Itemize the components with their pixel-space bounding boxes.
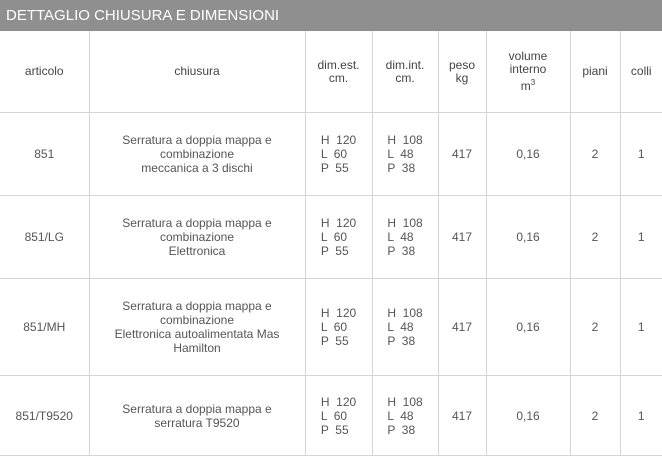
- dim-int-values: [387, 395, 422, 437]
- cell-articolo: 851: [0, 113, 89, 196]
- cell-colli: 1: [620, 376, 662, 456]
- dimension-line: L 60: [320, 320, 348, 334]
- dimension-line: L 48: [387, 408, 414, 423]
- dim-int-values: [387, 133, 422, 175]
- dimension-line: P 55: [320, 244, 349, 258]
- chiusura-line: Elettronica: [168, 244, 226, 258]
- dimension-line: H 108: [387, 216, 423, 230]
- dimension-line: P 38: [387, 161, 416, 175]
- dim-int-values: [387, 216, 422, 258]
- chiusura-line: Elettronica autoalimentata Mas: [114, 327, 280, 341]
- cell-volume: 0,16: [486, 113, 570, 196]
- header-dim-int-label: dim.int.: [385, 57, 425, 72]
- cell-volume: 0,16: [486, 376, 570, 456]
- chiusura-line: Hamilton: [173, 341, 221, 355]
- chiusura-line: Serratura a doppia mappa e: [122, 216, 272, 230]
- cell-dim-est: [305, 279, 372, 376]
- header-dim-int: [372, 31, 438, 113]
- table-row: [0, 279, 662, 376]
- dimension-line: H 120: [320, 306, 357, 320]
- dim-est-values: [321, 395, 356, 437]
- chiusura-text: [122, 216, 271, 258]
- chiusura-line: combinazione: [159, 147, 235, 161]
- dimension-line: H 108: [387, 306, 423, 320]
- header-dim-est-label: dim.est.: [317, 57, 360, 72]
- dimension-line: P 38: [387, 334, 416, 348]
- chiusura-line: meccanica a 3 dischi: [141, 161, 253, 175]
- cell-dim-est: [305, 376, 372, 456]
- dim-est-values: [321, 306, 356, 348]
- cell-dim-int: [372, 279, 438, 376]
- header-peso-unit: kg: [455, 70, 469, 85]
- section-title: DETTAGLIO CHIUSURA E DIMENSIONI: [0, 0, 662, 31]
- cell-dim-int: [372, 113, 438, 196]
- dimension-line: H 108: [387, 133, 423, 147]
- cell-volume: 0,16: [486, 196, 570, 279]
- header-piani: piani: [570, 31, 620, 113]
- header-volume: [486, 31, 570, 113]
- dimension-line: P 38: [387, 244, 416, 258]
- header-peso: [438, 31, 486, 113]
- cell-peso: 417: [438, 196, 486, 279]
- chiusura-line: Serratura a doppia mappa e: [122, 133, 272, 147]
- dimension-line: L 48: [387, 230, 414, 244]
- chiusura-line: Serratura a doppia mappa e: [122, 401, 272, 416]
- dimension-line: P 38: [387, 422, 416, 437]
- dimension-line: L 48: [387, 147, 414, 161]
- cell-dim-est: [305, 196, 372, 279]
- cell-dim-est: [305, 113, 372, 196]
- dimension-line: P 55: [320, 422, 349, 437]
- cell-chiusura: [89, 113, 305, 196]
- cell-chiusura: [89, 196, 305, 279]
- header-volume-label-2: interno: [509, 62, 547, 76]
- dim-est-values: [321, 216, 356, 258]
- header-articolo: articolo: [0, 31, 89, 113]
- cell-articolo: 851/LG: [0, 196, 89, 279]
- header-dim-est-unit: cm.: [328, 70, 349, 85]
- table-row: [0, 113, 662, 196]
- dimension-line: L 60: [320, 408, 348, 423]
- table-header-row: [0, 31, 662, 113]
- table-row: [0, 196, 662, 279]
- dimension-line: L 60: [320, 230, 348, 244]
- cell-piani: 2: [570, 279, 620, 376]
- cell-dim-int: [372, 376, 438, 456]
- header-volume-unit-exp: 3: [530, 78, 536, 87]
- dimension-line: H 120: [320, 394, 357, 409]
- chiusura-text: [115, 299, 280, 355]
- header-dim-est: [305, 31, 372, 113]
- cell-peso: 417: [438, 376, 486, 456]
- cell-chiusura: [89, 279, 305, 376]
- cell-peso: 417: [438, 113, 486, 196]
- dimension-line: P 55: [320, 334, 349, 348]
- header-chiusura: chiusura: [89, 31, 305, 113]
- cell-colli: 1: [620, 279, 662, 376]
- cell-colli: 1: [620, 196, 662, 279]
- header-volume-unit: m: [520, 79, 531, 93]
- dimension-line: L 60: [320, 147, 348, 161]
- table-row: [0, 376, 662, 456]
- chiusura-text: [122, 133, 271, 175]
- dimension-line: P 55: [320, 161, 349, 175]
- header-colli: colli: [620, 31, 662, 113]
- product-table: [0, 31, 662, 456]
- cell-colli: 1: [620, 113, 662, 196]
- cell-piani: 2: [570, 196, 620, 279]
- chiusura-line: combinazione: [159, 313, 235, 327]
- cell-dim-int: [372, 196, 438, 279]
- header-dim-int-unit: cm.: [395, 70, 415, 85]
- cell-peso: 417: [438, 279, 486, 376]
- cell-articolo: 851/T9520: [0, 376, 89, 456]
- dimension-line: L 48: [387, 320, 414, 334]
- dimension-line: H 108: [387, 394, 423, 409]
- chiusura-line: combinazione: [159, 230, 235, 244]
- chiusura-text: [122, 402, 271, 430]
- dim-est-values: [321, 133, 356, 175]
- header-volume-label: volume: [508, 49, 548, 63]
- cell-piani: 2: [570, 113, 620, 196]
- cell-volume: 0,16: [486, 279, 570, 376]
- chiusura-line: Serratura a doppia mappa e: [122, 299, 272, 313]
- dim-int-values: [387, 306, 422, 348]
- dimension-line: H 120: [320, 133, 357, 147]
- header-peso-label: peso: [448, 57, 476, 72]
- chiusura-line: serratura T9520: [154, 415, 240, 430]
- dimension-line: H 120: [320, 216, 357, 230]
- cell-articolo: 851/MH: [0, 279, 89, 376]
- cell-chiusura: [89, 376, 305, 456]
- cell-piani: 2: [570, 376, 620, 456]
